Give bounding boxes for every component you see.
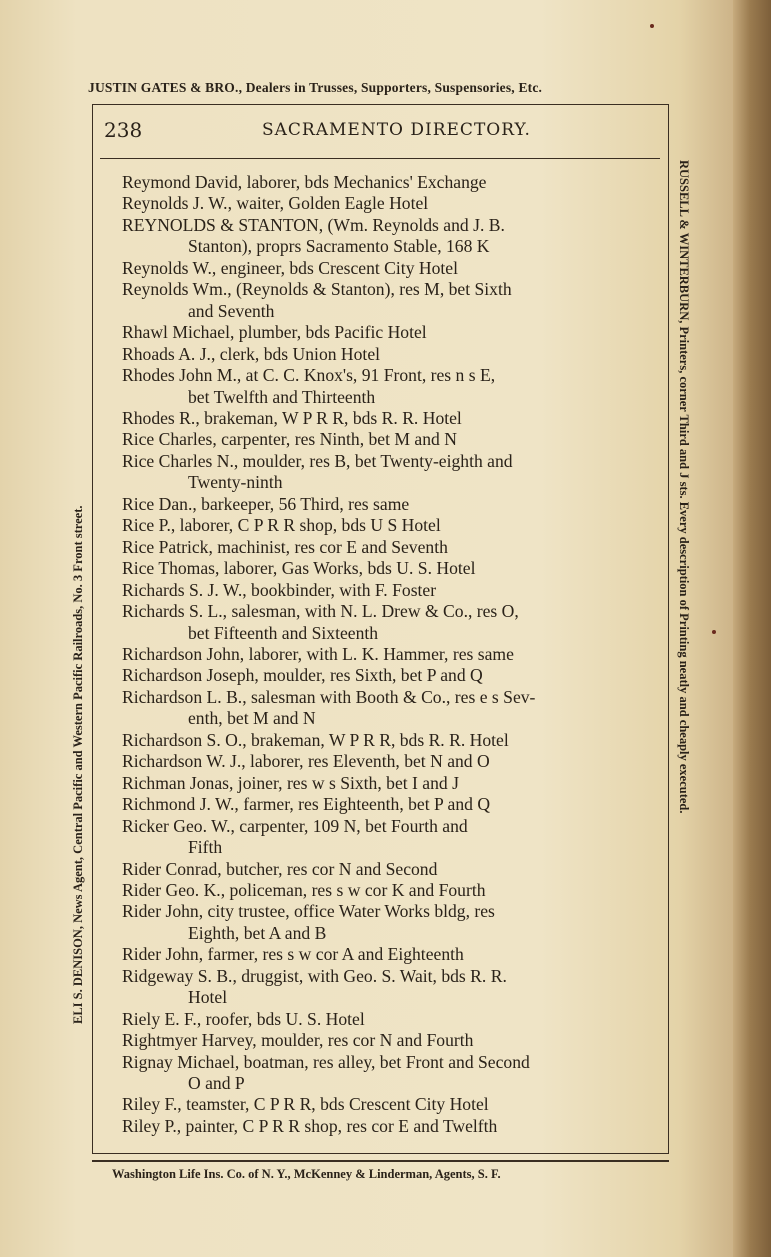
entry-line: Richardson John, laborer, with L. K. Hammer, res same: [122, 643, 514, 664]
entry-line: Rider John, farmer, res s w cor A and Eighteenth: [122, 944, 464, 965]
entry-line: Rice Patrick, machinist, res cor E and Seventh: [122, 536, 448, 557]
directory-entry: [122, 429, 662, 450]
bottom-rule: [92, 1160, 669, 1162]
directory-entry: [122, 494, 662, 515]
top-advertisement: JUSTIN GATES & BRO., Dealers in Trusses, Supporters, Suspensories, Etc.: [88, 80, 543, 95]
entry-line: Rhoads A. J., clerk, bds Union Hotel: [122, 343, 381, 364]
directory-entry: [122, 258, 662, 279]
entry-continuation-line: Twenty-ninth: [188, 472, 283, 493]
directory-entry: [122, 279, 662, 322]
directory-entry: [122, 1094, 662, 1115]
directory-entry: [122, 601, 662, 644]
entry-line: Rider John, city trustee, office Water Works bldg, res: [122, 901, 495, 922]
directory-entry: [122, 730, 662, 751]
entry-line: Reynolds Wm., (Reynolds & Stanton), res M, bet Sixth: [122, 279, 512, 300]
page-number: 238: [104, 118, 143, 142]
entry-line: Rightmyer Harvey, moulder, res cor N and Fourth: [122, 1030, 474, 1051]
entry-line: Rice Charles N., moulder, res B, bet Twenty-eighth and: [122, 450, 513, 471]
directory-entry: [122, 687, 662, 730]
left-advertisement: ELI S. DENISON, News Agent, Central Pacific and Western Pacific Railroads, No. 3 Front street.: [71, 505, 85, 1024]
directory-entry: [122, 644, 662, 665]
entry-line: Richardson Joseph, moulder, res Sixth, bet P and Q: [122, 665, 483, 686]
directory-entry: [122, 1052, 662, 1095]
directory-entry: [122, 172, 662, 193]
directory-entry: [122, 751, 662, 772]
entry-continuation-line: Eighth, bet A and B: [188, 922, 327, 943]
directory-entry: [122, 794, 662, 815]
right-advertisement: RUSSELL & WINTERBURN, Printers, corner Third and J sts. Every description of Printing neatly and cheaply executed.: [677, 160, 691, 814]
directory-entry: [122, 451, 662, 494]
running-title: SACRAMENTO DIRECTORY.: [262, 120, 531, 140]
page-header: [92, 118, 669, 148]
ink-spot: [650, 24, 654, 28]
directory-entry: [122, 1009, 662, 1030]
entry-line: Richardson W. J., laborer, res Eleventh, bet N and O: [122, 751, 490, 772]
entry-line: Riley P., painter, C P R R shop, res cor E and Twelfth: [122, 1115, 498, 1136]
directory-entry: [122, 580, 662, 601]
entry-line: Richards S. J. W., bookbinder, with F. Foster: [122, 579, 437, 600]
entry-continuation-line: bet Fifteenth and Sixteenth: [188, 622, 379, 643]
directory-entry: [122, 365, 662, 408]
entry-line: Rignay Michael, boatman, res alley, bet Front and Second: [122, 1051, 530, 1072]
entry-continuation-line: Stanton), proprs Sacramento Stable, 168 K: [188, 236, 490, 257]
entry-line: Richardson L. B., salesman with Booth & Co., res e s Sev-: [122, 686, 536, 707]
ink-spot: [712, 630, 716, 634]
entry-line: Richman Jonas, joiner, res w s Sixth, bet I and J: [122, 772, 459, 793]
directory-entry: [122, 344, 662, 365]
directory-entry: [122, 901, 662, 944]
entry-line: Richardson S. O., brakeman, W P R R, bds R. R. Hotel: [122, 729, 509, 750]
book-edge: [733, 0, 771, 1257]
directory-entry: [122, 408, 662, 429]
entry-line: Rice Dan., barkeeper, 56 Third, res same: [122, 493, 410, 514]
directory-entry: [122, 859, 662, 880]
directory-entry: [122, 665, 662, 686]
directory-entry: [122, 193, 662, 214]
directory-entry: [122, 944, 662, 965]
directory-entry: [122, 537, 662, 558]
entry-continuation-line: O and P: [188, 1073, 245, 1094]
entry-line: Rhodes John M., at C. C. Knox's, 91 Front, res n s E,: [122, 365, 496, 386]
directory-entry: [122, 1116, 662, 1137]
entry-line: Richards S. L., salesman, with N. L. Drew & Co., res O,: [122, 601, 519, 622]
directory-entry: [122, 558, 662, 579]
directory-entries: [122, 172, 662, 1137]
directory-entry: [122, 773, 662, 794]
entry-line: Rice Charles, carpenter, res Ninth, bet M and N: [122, 429, 457, 450]
entry-line: Richmond J. W., farmer, res Eighteenth, bet P and Q: [122, 794, 491, 815]
entry-line: Reynolds W., engineer, bds Crescent City Hotel: [122, 257, 458, 278]
entry-line: Riely E. F., roofer, bds U. S. Hotel: [122, 1008, 365, 1029]
directory-entry: [122, 215, 662, 258]
entry-line: Riley F., teamster, C P R R, bds Crescent City Hotel: [122, 1094, 489, 1115]
header-rule: [100, 158, 660, 159]
entry-continuation-line: bet Twelfth and Thirteenth: [188, 386, 376, 407]
entry-line: Rider Geo. K., policeman, res s w cor K and Fourth: [122, 879, 486, 900]
entry-line: Rhodes R., brakeman, W P R R, bds R. R. Hotel: [122, 407, 462, 428]
directory-entry: [122, 880, 662, 901]
entry-line: Ricker Geo. W., carpenter, 109 N, bet Fourth and: [122, 815, 468, 836]
entry-continuation-line: enth, bet M and N: [188, 708, 316, 729]
entry-line: Rhawl Michael, plumber, bds Pacific Hotel: [122, 322, 427, 343]
entry-line: Rider Conrad, butcher, res cor N and Second: [122, 858, 438, 879]
directory-entry: [122, 966, 662, 1009]
directory-entry: [122, 322, 662, 343]
directory-entry: [122, 1030, 662, 1051]
bottom-advertisement: Washington Life Ins. Co. of N. Y., McKenney & Linderman, Agents, S. F.: [112, 1167, 501, 1181]
entry-line: Rice Thomas, laborer, Gas Works, bds U. S. Hotel: [122, 558, 476, 579]
entry-line: Ridgeway S. B., druggist, with Geo. S. Wait, bds R. R.: [122, 965, 507, 986]
entry-continuation-line: Hotel: [188, 987, 228, 1008]
entry-line: Rice P., laborer, C P R R shop, bds U S Hotel: [122, 515, 441, 536]
entry-continuation-line: and Seventh: [188, 300, 275, 321]
directory-entry: [122, 816, 662, 859]
entry-continuation-line: Fifth: [188, 837, 223, 858]
entry-line: REYNOLDS & STANTON, (Wm. Reynolds and J. B.: [122, 214, 505, 235]
entry-line: Reynolds J. W., waiter, Golden Eagle Hotel: [122, 193, 429, 214]
entry-line: Reymond David, laborer, bds Mechanics' Exchange: [122, 172, 487, 192]
directory-entry: [122, 515, 662, 536]
